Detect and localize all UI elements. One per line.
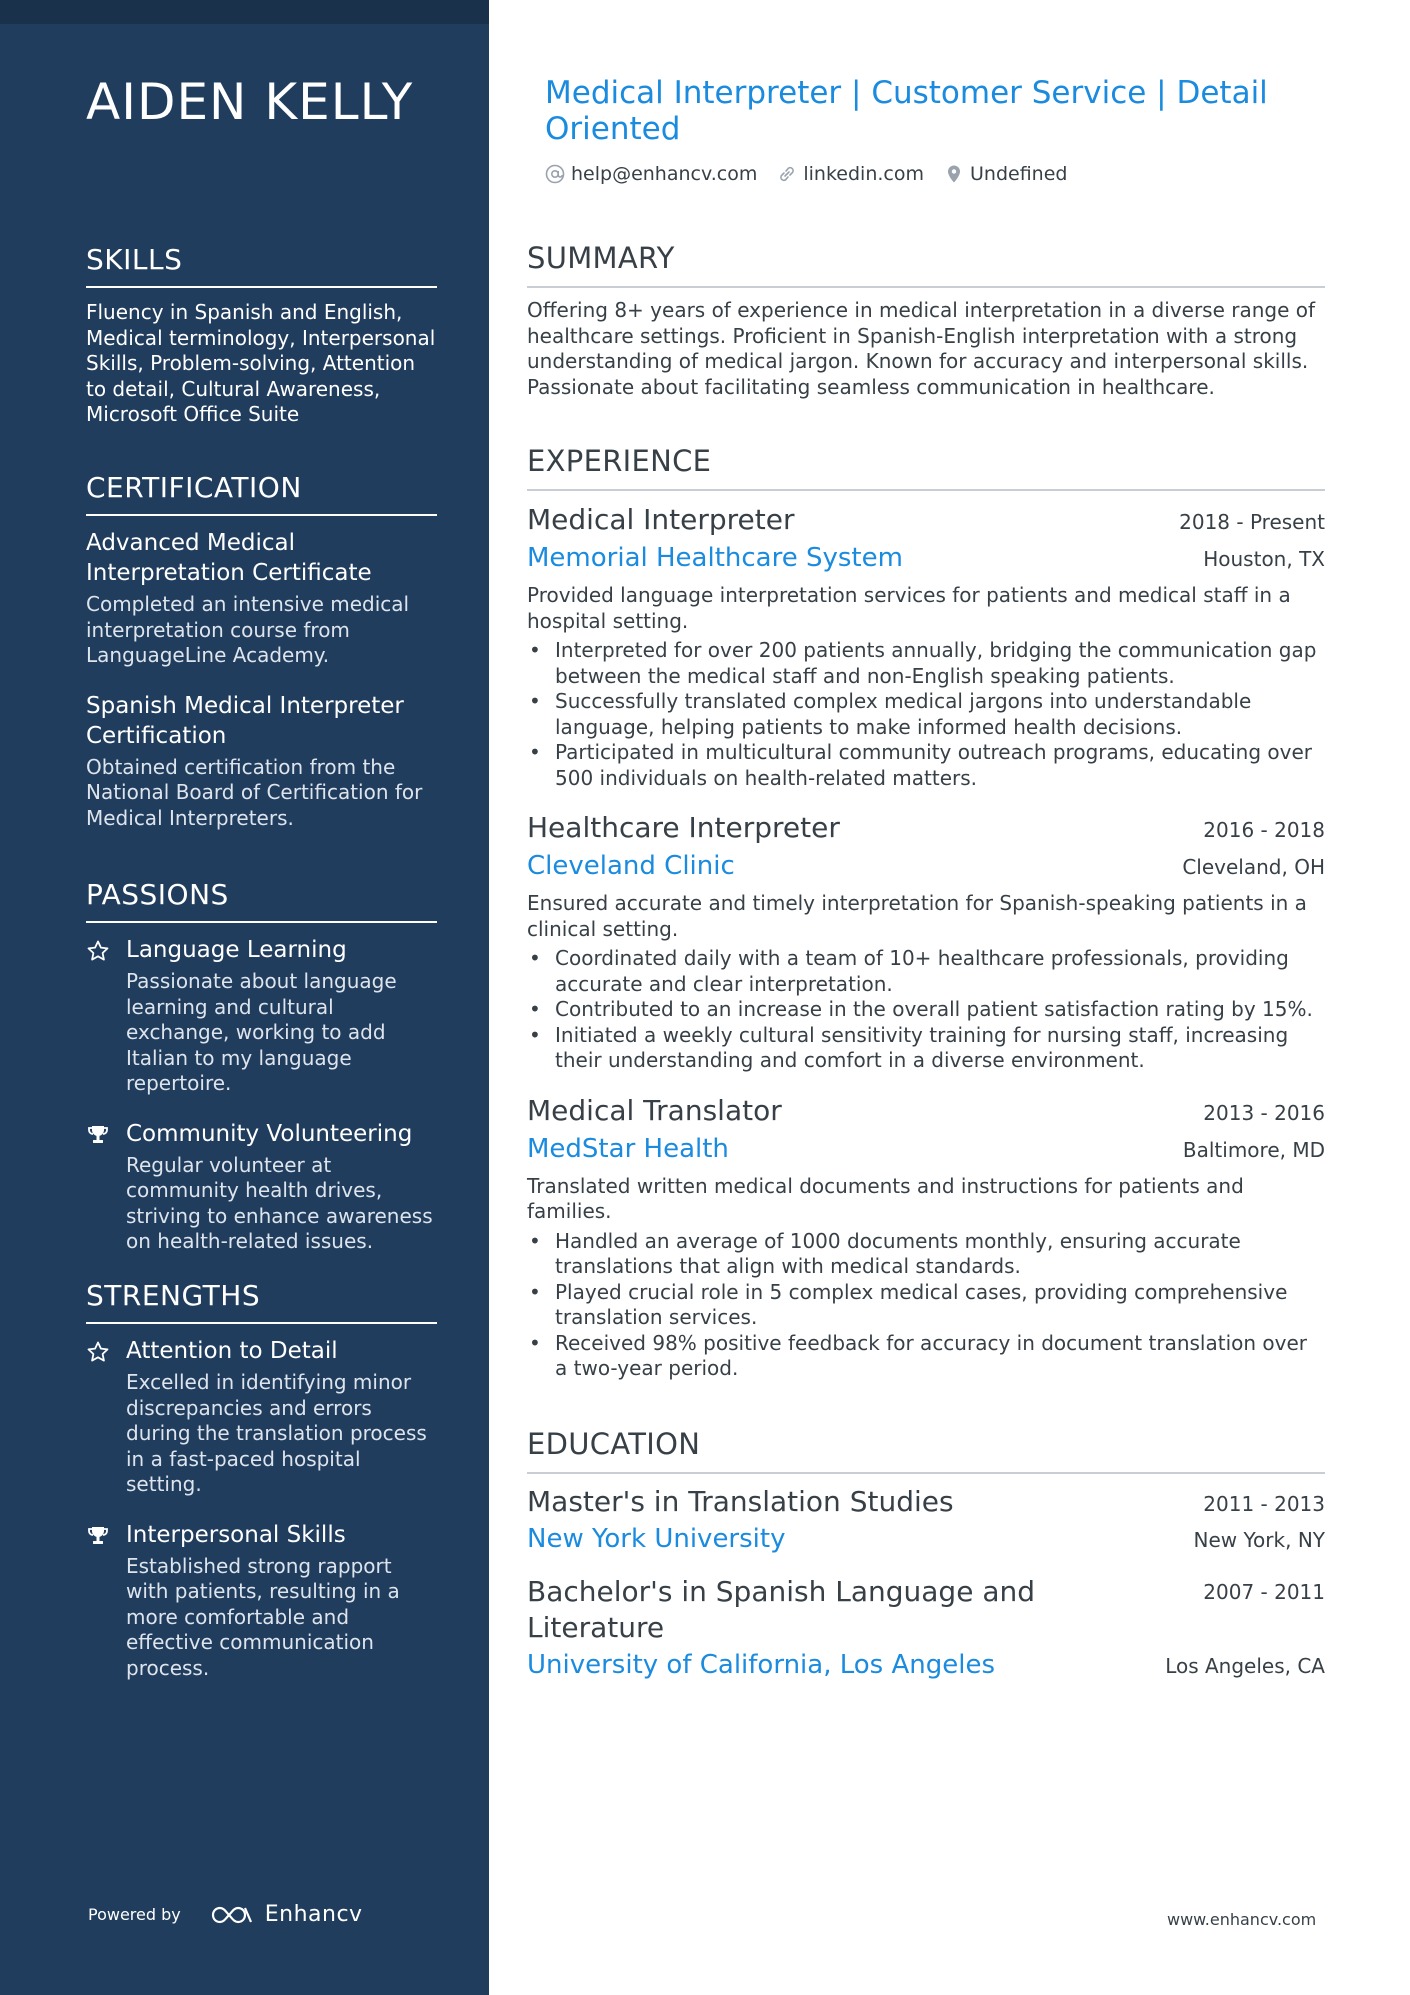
passion-item-title: Community Volunteering <box>126 1120 413 1147</box>
job-date: 2013 - 2016 <box>1203 1100 1325 1125</box>
job-company[interactable]: MedStar Health <box>527 1133 729 1164</box>
passions-title: PASSIONS <box>86 877 437 923</box>
trophy-icon <box>86 1524 110 1548</box>
certification-item-title: Advanced Medical Interpretation Certificate <box>86 530 372 586</box>
passion-item-desc: Regular volunteer at community health drives, striving to enhance awareness on health-related issues. <box>126 1152 433 1253</box>
school-name[interactable]: New York University <box>527 1524 786 1554</box>
job-location: Cleveland, OH <box>1182 855 1325 879</box>
job-company[interactable]: Memorial Healthcare System <box>527 543 903 573</box>
skills-title: SKILLS <box>86 242 437 288</box>
powered-by <box>88 1902 363 1927</box>
degree-title: Master's in Translation Studies <box>527 1485 954 1518</box>
job-title: Medical Interpreter <box>527 503 795 536</box>
job-description: Ensured accurate and timely interpretation for Spanish-speaking patients in a clinical setting. <box>527 891 1307 941</box>
skills-section <box>86 242 437 428</box>
summary-section <box>527 240 1325 400</box>
education-date: 2011 - 2013 <box>1203 1492 1325 1516</box>
job-company[interactable]: Cleveland Clinic <box>527 851 735 881</box>
contact-linkedin[interactable] <box>777 163 924 185</box>
powered-by-label: Powered by <box>88 1905 181 1924</box>
certification-item-desc: Completed an intensive medical interpretation course from LanguageLine Academy. <box>86 592 410 667</box>
experience-section <box>527 443 1325 1400</box>
job-date: 2016 - 2018 <box>1203 818 1325 842</box>
strength-item-desc: Excelled in identifying minor discrepancies and errors during the translation process in a fast-paced hospital setting. <box>126 1370 427 1496</box>
certification-section <box>86 470 437 853</box>
degree-title: Bachelor's in Spanish Language and Literature <box>527 1575 1035 1644</box>
education-title: EDUCATION <box>527 1426 1325 1474</box>
job-entry <box>527 501 1325 791</box>
strength-item <box>86 1520 437 1682</box>
contact-row <box>545 163 1087 185</box>
job-bullet: • Initiated a weekly cultural sensitivity training for nursing staff, increasing their understanding and comfort in a diverse environment. <box>527 1023 1325 1074</box>
job-bullet: • Interpreted for over 200 patients annually, bridging the communication gap between the medical staff and non-English speaking patients. <box>527 638 1325 689</box>
link-icon <box>777 164 797 184</box>
strength-item-desc: Established strong rapport with patients, resulting in a more comfortable and effective communication process. <box>126 1553 400 1680</box>
passion-item-title: Language Learning <box>126 937 347 963</box>
location-pin-icon <box>944 164 964 184</box>
job-location: Baltimore, MD <box>1182 1137 1325 1162</box>
website-link[interactable]: www.enhancv.com <box>1167 1910 1317 1929</box>
enhancv-logo-icon <box>209 1903 255 1927</box>
job-bullets <box>527 1229 1325 1382</box>
passion-item <box>86 935 437 1097</box>
sidebar <box>0 0 489 1995</box>
job-bullet: • Played crucial role in 5 complex medical cases, providing comprehensive translation services. <box>527 1280 1325 1331</box>
contact-location <box>944 163 1067 185</box>
education-entry <box>527 1484 1325 1558</box>
passion-item-desc: Passionate about language learning and cultural exchange, working to add Italian to my language repertoire. <box>126 969 397 1095</box>
certification-title: CERTIFICATION <box>86 470 437 516</box>
education-section <box>527 1426 1325 1700</box>
education-date: 2007 - 2011 <box>1203 1580 1325 1604</box>
job-bullet: • Successfully translated complex medical jargons into understandable language, helping patients to make informed health decisions. <box>527 689 1325 740</box>
job-location: Houston, TX <box>1203 547 1325 571</box>
job-date: 2018 - Present <box>1179 510 1325 534</box>
job-entry <box>527 1092 1325 1382</box>
star-icon <box>86 939 110 963</box>
education-entry <box>527 1574 1325 1684</box>
strengths-section <box>86 1278 437 1703</box>
summary-title: SUMMARY <box>527 240 1325 288</box>
candidate-name: AIDEN KELLY <box>86 73 414 131</box>
job-bullet: • Received 98% positive feedback for accuracy in document translation over a two-year period. <box>527 1331 1325 1382</box>
job-bullet: • Coordinated daily with a team of 10+ healthcare professionals, providing accurate and clear interpretation. <box>527 946 1325 997</box>
sidebar-top-bar <box>0 0 489 24</box>
experience-title: EXPERIENCE <box>527 443 1325 491</box>
contact-email[interactable] <box>545 163 757 185</box>
certification-item-title: Spanish Medical Interpreter Certification <box>86 692 404 749</box>
strengths-title: STRENGTHS <box>86 1278 437 1324</box>
job-title: Healthcare Interpreter <box>527 811 840 844</box>
enhancv-logo[interactable] <box>209 1902 363 1927</box>
job-entry <box>527 809 1325 1074</box>
job-bullet: • Participated in multicultural community outreach programs, educating over 500 individuals on health-related matters. <box>527 740 1325 791</box>
certification-item <box>86 691 437 832</box>
school-location: Los Angeles, CA <box>1165 1654 1325 1678</box>
trophy-icon <box>86 1123 110 1147</box>
skills-text: Fluency in Spanish and English, Medical terminology, Interpersonal Skills, Problem-solving, Attention to detail, Cultural Awareness, Microsoft Office Suite <box>86 300 436 426</box>
linkedin-text: linkedin.com <box>803 163 924 185</box>
location-text: Undefined <box>970 163 1068 185</box>
certification-item <box>86 528 437 669</box>
strength-item-title: Attention to Detail <box>126 1338 338 1364</box>
job-bullet: • Handled an average of 1000 documents monthly, ensuring accurate translations that align with medical standards. <box>527 1229 1325 1280</box>
job-description: Provided language interpretation services for patients and medical staff in a hospital setting. <box>527 583 1291 633</box>
strength-item <box>86 1336 437 1498</box>
at-icon <box>545 164 565 184</box>
job-bullets <box>527 946 1325 1074</box>
enhancv-brand: Enhancv <box>264 1902 363 1927</box>
job-title: Medical Translator <box>527 1093 782 1127</box>
school-location: New York, NY <box>1193 1528 1325 1552</box>
job-description: Translated written medical documents and instructions for patients and families. <box>527 1173 1244 1223</box>
passion-item <box>86 1119 437 1255</box>
summary-text: Offering 8+ years of experience in medical interpretation in a diverse range of healthcare settings. Proficient in Spanish-English interpretation with a strong understanding of medical jargon. Known for accuracy and interpersonal skills. Passionate about facilitating seamless communication in healthcare. <box>527 298 1316 399</box>
headline: Medical Interpreter | Customer Service | Detail Oriented <box>545 75 1268 147</box>
job-bullet: • Contributed to an increase in the overall patient satisfaction rating by 15%. <box>527 997 1325 1023</box>
passions-section <box>86 877 437 1277</box>
job-bullets <box>527 638 1325 791</box>
certification-item-desc: Obtained certification from the National Board of Certification for Medical Interpreters. <box>86 754 423 830</box>
school-name[interactable]: University of California, Los Angeles <box>527 1650 996 1680</box>
star-icon <box>86 1340 110 1364</box>
email-text: help@enhancv.com <box>571 163 758 185</box>
strength-item-title: Interpersonal Skills <box>126 1521 346 1548</box>
